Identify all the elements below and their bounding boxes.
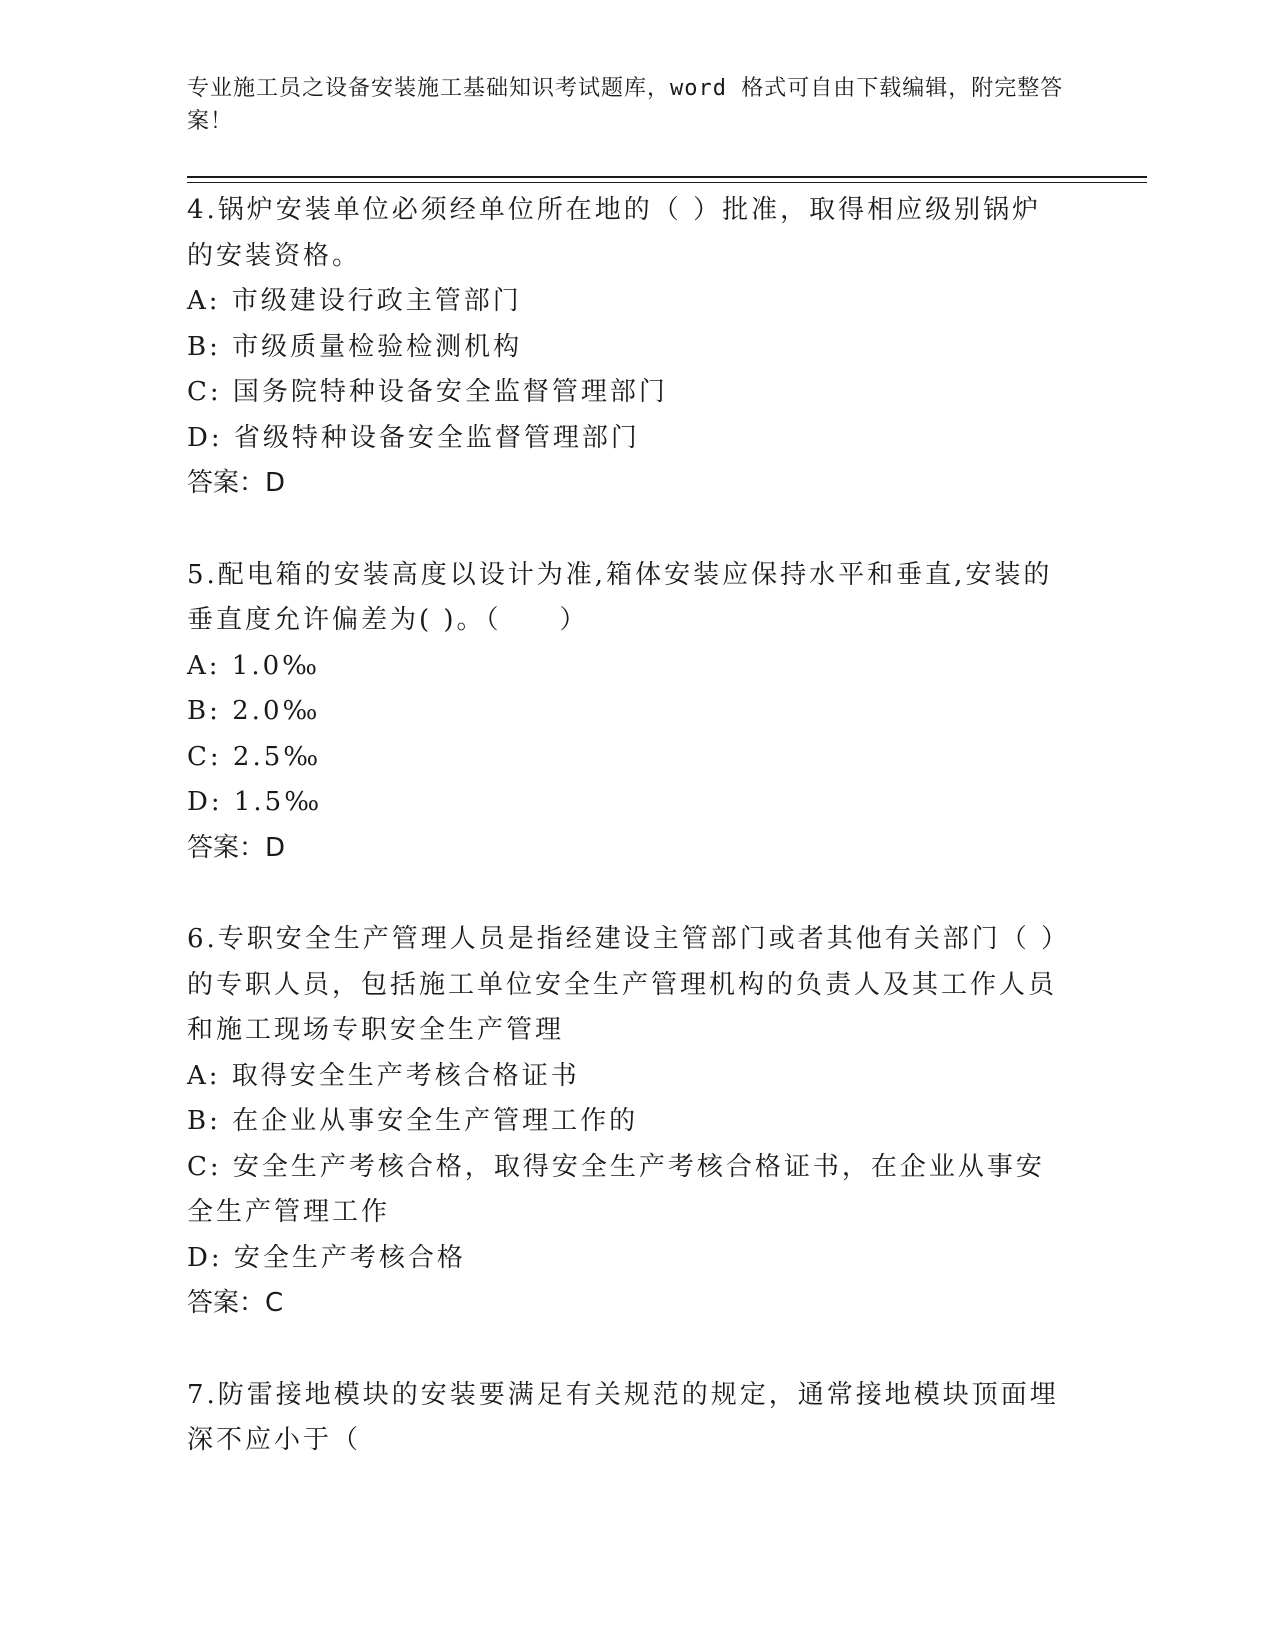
question-5 bbox=[187, 553, 1087, 872]
question-stem: 5.配电箱的安装高度以设计为准,箱体安装应保持水平和垂直,安装的垂直度允许偏差为( )。（ ） bbox=[187, 559, 1053, 635]
option-c: C: 安全生产考核合格，取得安全生产考核合格证书，在企业从事安全生产管理工作 bbox=[187, 1151, 1045, 1227]
question-stem: 7.防雷接地模块的安装要满足有关规范的规定，通常接地模块顶面埋深不应小于（ bbox=[187, 1379, 1059, 1455]
option-a: A: 1.0‰ bbox=[187, 650, 321, 681]
header-divider-thick bbox=[187, 176, 1147, 178]
answer-label: 答案：D bbox=[187, 468, 286, 498]
option-d: D: 省级特种设备安全监督管理部门 bbox=[187, 422, 640, 453]
option-b: B: 在企业从事安全生产管理工作的 bbox=[187, 1106, 639, 1136]
option-a: A: 市级建设行政主管部门 bbox=[187, 286, 522, 316]
option-c: C: 国务院特种设备安全监督管理部门 bbox=[187, 377, 668, 407]
question-6 bbox=[187, 917, 1087, 1327]
question-stem: 4.锅炉安装单位必须经单位所在地的（ ）批准，取得相应级别锅炉的安装资格。 bbox=[187, 195, 1042, 271]
question-stem: 6.专职安全生产管理人员是指经建设主管部门或者其他有关部门（ ）的专职人员，包括施工单位安全生产管理机构的负责人及其工作人员和施工现场专职安全生产管理 bbox=[187, 924, 1058, 1045]
question-4 bbox=[187, 188, 1087, 507]
option-b: B: 2.0‰ bbox=[187, 696, 321, 726]
question-7 bbox=[187, 1373, 1087, 1464]
option-c: C: 2.5‰ bbox=[187, 741, 322, 772]
answer-label: 答案：D bbox=[187, 832, 286, 863]
option-b: B: 市级质量检验检测机构 bbox=[187, 331, 523, 362]
header-divider-thin bbox=[187, 182, 1147, 183]
answer-label: 答案：C bbox=[187, 1288, 284, 1318]
option-a: A: 取得安全生产考核合格证书 bbox=[187, 1060, 580, 1091]
option-d: D: 安全生产考核合格 bbox=[187, 1242, 466, 1273]
document-header: 专业施工员之设备安装施工基础知识考试题库，word 格式可自由下载编辑，附完整答案！ bbox=[187, 76, 1064, 134]
option-d: D: 1.5‰ bbox=[187, 787, 323, 817]
question-list bbox=[187, 188, 1087, 1510]
